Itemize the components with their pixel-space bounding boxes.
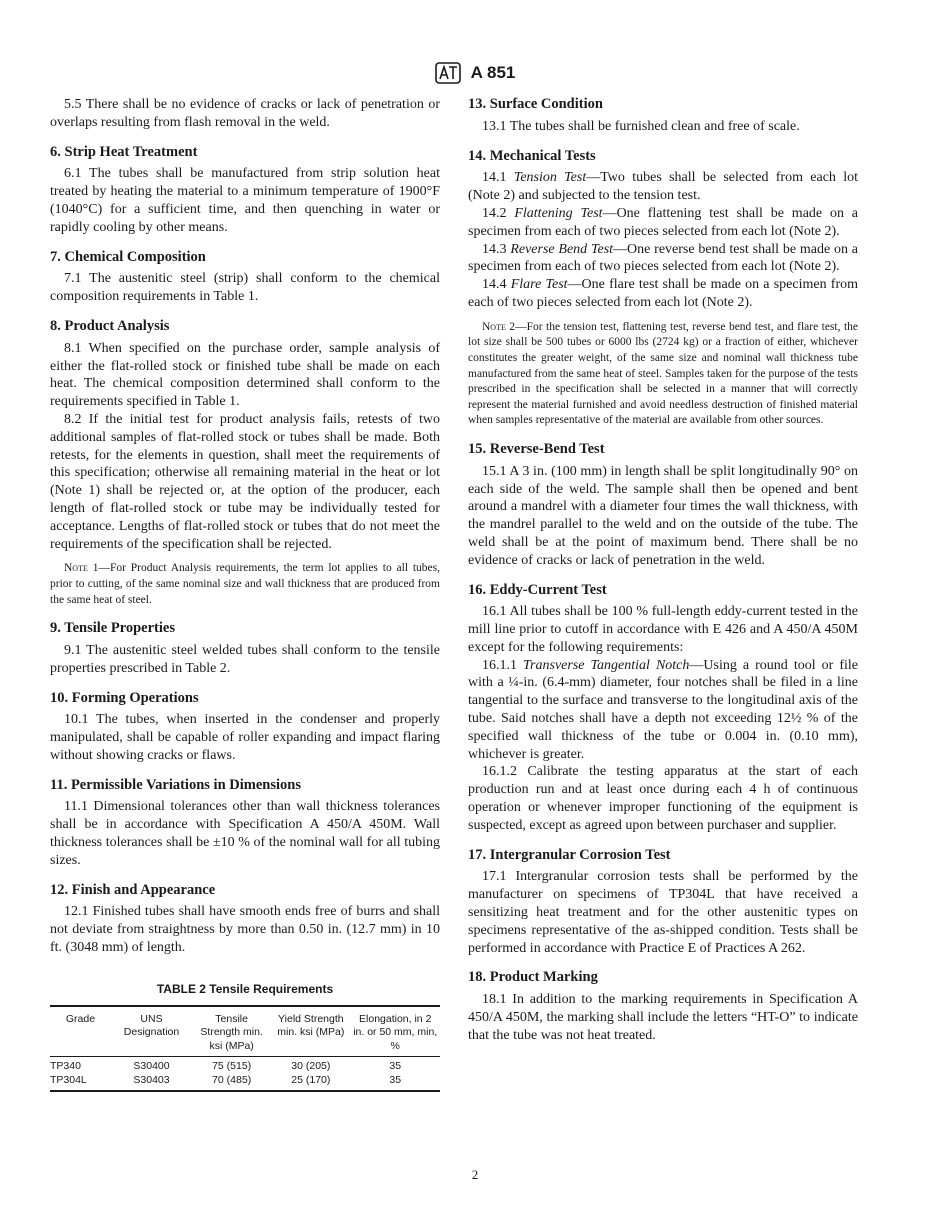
section-10-heading: 10. Forming Operations	[50, 689, 199, 706]
section-12-heading: 12. Finish and Appearance	[50, 881, 216, 898]
section-11-heading: 11. Permissible Variations in Dimensions	[50, 776, 301, 793]
paragraph-18-1: 18.1 In addition to the marking requirements in Specification A 450/A 450M, the marking shall include the letters “HT-O” to indicate that the tube was not heat treated.	[468, 992, 858, 1043]
cell-grade: TP340	[50, 1060, 81, 1073]
right-column	[468, 96, 858, 1045]
section-16-heading: 16. Eddy-Current Test	[468, 581, 607, 598]
table-row	[50, 1057, 440, 1074]
paragraph-number: 14.3	[482, 241, 507, 257]
paragraph-text: —Using a round tool or file with a ¼-in. (6.4-mm) diameter, four notches shall be filed in a line tangential to the surface and transverse to the longitudinal axis of the tube. Said notches shall have a depth not exceeding 12½ % of the specified wall thickness of the tube or 0.004 in. (0.10 mm), whichever is greater.	[468, 657, 859, 762]
paragraph-number: 14.2	[482, 205, 507, 221]
paragraph-16-1-2: 16.1.2 Calibrate the testing apparatus at the start of each production run and at least once during each 4 h of continuous operation or whenever improper functioning of the equipment is suspected, except as agreed upon between purchaser and supplier.	[468, 764, 858, 833]
page-number: 2	[471, 1167, 479, 1182]
page-header	[0, 62, 950, 84]
section-7-heading: 7. Chemical Composition	[50, 248, 206, 265]
section-9-heading: 9. Tensile Properties	[50, 620, 175, 637]
paragraph-number: 14.1	[482, 170, 507, 186]
section-15-heading: 15. Reverse-Bend Test	[468, 440, 605, 457]
paragraph-11-1: 11.1 Dimensional tolerances other than wall thickness tolerances shall be in accordance with Specification A 450/A 450M. Wall thickness tolerances shall be ±10 % of the nominal wall for all tubing sizes.	[50, 799, 440, 868]
test-name: Reverse Bend Test	[510, 241, 614, 257]
paragraph-number: 16.1.1	[482, 657, 517, 673]
cell-uns: S30403	[133, 1073, 170, 1086]
cell-yield: 30 (205)	[291, 1060, 331, 1073]
section-17-heading: 17. Intergranular Corrosion Test	[468, 846, 671, 863]
left-column	[50, 96, 440, 1092]
paragraph-12-1: 12.1 Finished tubes shall have smooth ends free of burrs and shall not deviate from straightness by more than 0.50 in. (12.7 mm) in 10 ft. (3048 mm) of length.	[50, 904, 440, 956]
paragraph-text: —One flattening test shall be made on a specimen from each of two pieces selected from each lot (Note 2).	[468, 205, 858, 239]
cell-uns: S30400	[133, 1060, 170, 1073]
paragraph-8-2: 8.2 If the initial test for product analysis fails, retests of two additional samples of flat-rolled stock or tubes shall be made. Both retests, for the elements in question, shall meet the requirements of this specification; otherwise all remaining material in the heat or lot (Note 1) shall be rejected or, at the option of the producer, each length of flat-rolled stock or tube may be individually tested for acceptance. Lengths of flat-rolled stock or tubes that do not meet the requirements of the specification shall be rejected.	[50, 411, 440, 552]
note-2	[468, 320, 858, 429]
table-row	[50, 1074, 440, 1092]
paragraph-15-1: 15.1 A 3 in. (100 mm) in length shall be split longitudinally 90° on each side of the weld. The sample shall then be opened and bent around a mandrel with a diameter four times the wall thickness, with the mandrel parallel to the weld and on the outside of the tube. The weld shall be at the point of maximum bend. There shall be no evidence of cracks or lack of penetration in the weld.	[468, 463, 858, 568]
cell-yield: 25 (170)	[291, 1073, 331, 1086]
table-header-row	[50, 1006, 440, 1057]
paragraph-9-1: 9.1 The austenitic steel welded tubes shall conform to the tensile properties prescribed in Table 2.	[50, 642, 440, 676]
header-elongation: Elongation, in 2 in. or 50 mm, min, %	[353, 1012, 438, 1052]
note-1-label: Note 1	[64, 562, 99, 575]
paragraph-17-1: 17.1 Intergranular corrosion tests shall be performed by the manufacturer on specimens of TP304L that have received a sensitizing heat treatment and for the other austenitic types on specimens representative of the as-shipped condition. Tests shall be performed in accordance with Practice E of Practices A 262.	[468, 869, 858, 956]
tensile-requirements-table	[50, 1005, 440, 1093]
paragraph-8-1: 8.1 When specified on the purchase order, sample analysis of either the flat-rolled stock or finished tube shall be made on each heat. The chemical composition determined shall conform to the requirements specified in Table 1.	[50, 340, 440, 410]
astm-logo-icon	[435, 62, 461, 84]
header-yield: Yield Strength min. ksi (MPa)	[277, 1012, 345, 1039]
cell-tensile: 70 (485)	[212, 1073, 252, 1086]
cell-grade: TP304L	[50, 1073, 87, 1086]
section-8-heading: 8. Product Analysis	[50, 317, 170, 334]
paragraph-14-4	[468, 276, 858, 312]
standard-code: A 851	[470, 63, 516, 82]
paragraph-5-5: 5.5 There shall be no evidence of cracks or lack of penetration or overlaps resulting from flash removal in the weld.	[50, 97, 440, 130]
test-name: Transverse Tangential Notch	[523, 657, 690, 673]
paragraph-14-1	[468, 169, 858, 205]
table-2	[50, 981, 440, 1092]
cell-elongation: 35	[389, 1060, 402, 1073]
section-6-heading: 6. Strip Heat Treatment	[50, 143, 198, 160]
cell-elongation: 35	[389, 1073, 402, 1086]
paragraph-16-1: 16.1 All tubes shall be 100 % full-length eddy-current tested in the mill line prior to cutoff in accordance with E 426 and A 450/A 450M except for the following requirements:	[468, 604, 858, 655]
paragraph-14-2	[468, 205, 858, 241]
paragraph-text: —One flare test shall be made on a specimen from each of two pieces selected from each lot (Note 2).	[468, 277, 859, 310]
note-1	[50, 561, 440, 608]
note-1-text: —For Product Analysis requirements, the term lot applies to all tubes, prior to cutting, of the same nominal size and wall thickness that are produced from the same heat of steel.	[50, 562, 441, 606]
paragraph-10-1: 10.1 The tubes, when inserted in the condenser and properly manipulated, shall be capable of roller expanding and impact flaring without showing cracks or flaws.	[50, 712, 440, 763]
test-name: Flattening Test	[514, 205, 603, 221]
paragraph-7-1: 7.1 The austenitic steel (strip) shall conform to the chemical composition requirements in Table 1.	[50, 271, 440, 305]
paragraph-16-1-1	[468, 657, 858, 764]
paragraph-14-3	[468, 241, 858, 277]
paragraph-text: —Two tubes shall be selected from each lot (Note 2) and subjected to the tension test.	[468, 170, 859, 204]
test-name: Flare Test	[510, 277, 568, 293]
paragraph-13-1: 13.1 The tubes shall be furnished clean and free of scale.	[482, 118, 800, 134]
paragraph-text: —One reverse bend test shall be made on a specimen from each of two pieces selected from each lot (Note 2).	[468, 241, 858, 275]
table-2-title: TABLE 2 Tensile Requirements	[156, 981, 334, 996]
section-14-heading: 14. Mechanical Tests	[468, 147, 596, 164]
paragraph-number: 14.4	[482, 277, 507, 293]
note-2-label: Note 2	[482, 320, 516, 333]
section-18-heading: 18. Product Marking	[468, 969, 598, 986]
header-uns: UNS Designation	[123, 1012, 180, 1039]
paragraph-6-1: 6.1 The tubes shall be manufactured from strip solution heat treated by heating the material to a minimum temperature of 1900°F (1040°C) for a sufficient time, and then quenching in water or rapidly cooling by other means.	[50, 166, 440, 235]
note-2-text: —For the tension test, flattening test, reverse bend test, and flare test, the lot size shall be 500 tubes or 6000 lbs (2724 kg) or a fraction of either, whichever constitutes the greater weight, of the same size and nominal wall thickness tube manufactured from the same heat of steel. Samples taken for the purpose of the tests prescribed in the specification shall be selected in a manner that will correctly represent the material furnished and avoid needless destruction of finished material when samples representative of the material are available from other sources.	[468, 320, 858, 427]
header-grade: Grade	[65, 1012, 96, 1025]
test-name: Tension Test	[513, 170, 587, 186]
cell-tensile: 75 (515)	[212, 1060, 252, 1073]
header-tensile: Tensile Strength min. ksi (MPa)	[200, 1012, 263, 1052]
section-13-heading: 13. Surface Condition	[468, 96, 603, 112]
